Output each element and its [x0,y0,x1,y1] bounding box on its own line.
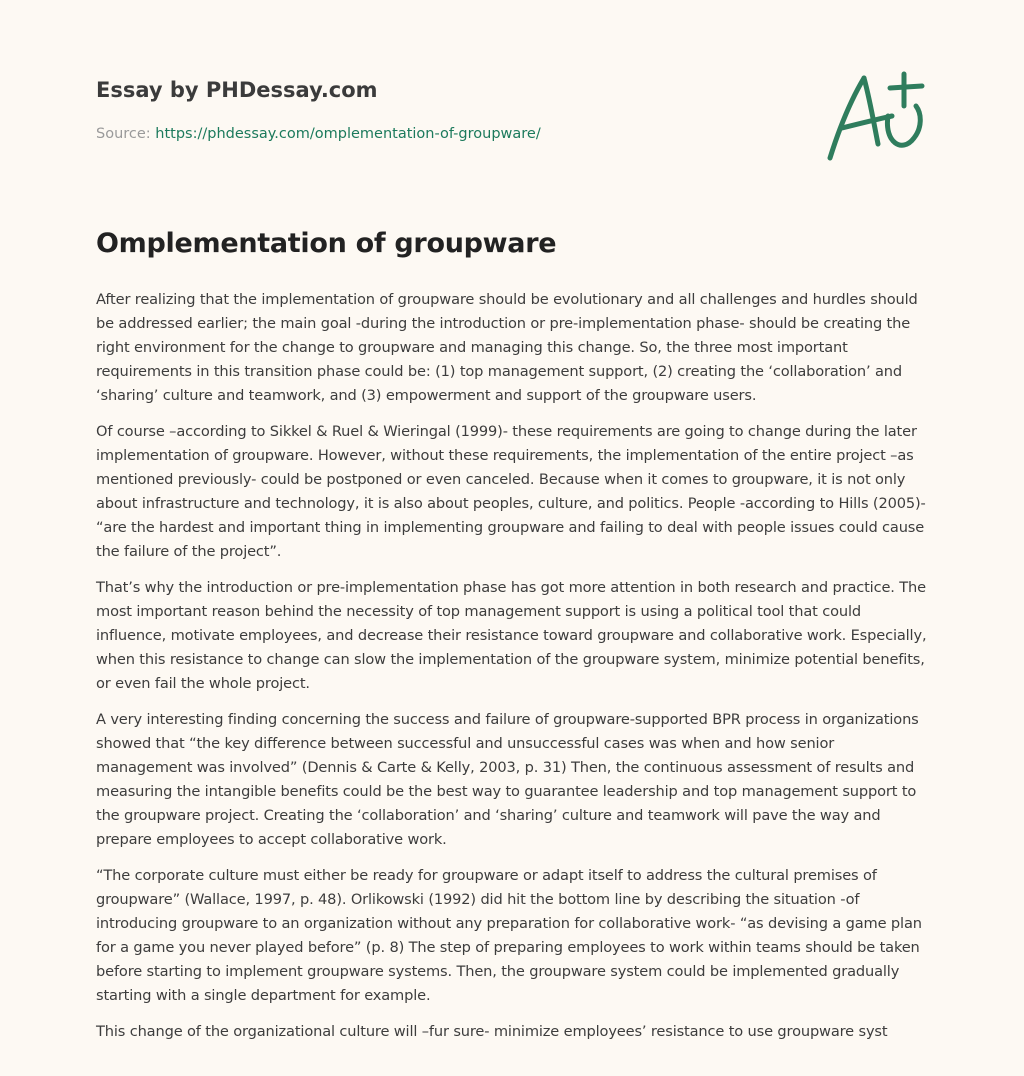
source-line [96,124,796,144]
source-link[interactable]: https://phdessay.com/omplementation-of-groupware/ [155,126,541,142]
article-paragraph: “The corporate culture must either be ready for groupware or adapt itself to address the cultural premises of groupware” (Wallace, 1997, p. 48). Orlikowski (1992) did hit the bottom line by describing the situation -of introducing groupware to an organization without any preparation for collaborative work- “as devising a game plan for a game you never played before” (p. 8) The step of preparing employees to work within teams should be taken before starting to implement groupware systems. Then, the groupware system could be implemented gradually starting with a single department for example. [96,867,922,1004]
article-paragraph: After realizing that the implementation of groupware should be evolutionary and all challenges and hurdles should be addressed earlier; the main goal -during the introduction or pre-implementation phase- should be creating the right environment for the change to groupware and managing this change. So, the three most important requirements in this transition phase could be: (1) top management support, (2) creating the ‘collaboration’ and ‘sharing’ culture and teamwork, and (3) empowerment and support of the groupware users. [96,291,918,404]
a-plus-logo-icon [818,66,930,166]
page-header [96,76,796,144]
site-title: Essay by PHDessay.com [96,78,378,102]
article-paragraph: Of course –according to Sikkel & Ruel & Wieringal (1999)- these requirements are going to change during the later implementation of groupware. However, without these requirements, the implementation of the entire project –as mentioned previously- could be postponed or even canceled. Because when it comes to groupware, it is not only about infrastructure and technology, it is also about peoples, culture, and politics. People -according to Hills (2005)- “are the hardest and important thing in implementing groupware and failing to deal with people issues could cause the failure of the project”. [96,423,926,560]
article-paragraph: This change of the organizational culture will –fur sure- minimize employees’ resistance to use groupware syst [96,1023,888,1040]
article-paragraph: That’s why the introduction or pre-implementation phase has got more attention in both research and practice. The most important reason behind the necessity of top management support is using a political tool that could influence, motivate employees, and decrease their resistance toward groupware and collaborative work. Especially, when this resistance to change can slow the implementation of the groupware system, minimize potential benefits, or even fail the whole project. [96,579,927,692]
article-paragraph: A very interesting finding concerning the success and failure of groupware-supported BPR process in organizations showed that “the key difference between successful and unsuccessful cases was when and how senior management was involved” (Dennis & Carte & Kelly, 2003, p. 31) Then, the continuous assessment of results and measuring the intangible benefits could be the best way to guarantee leadership and top management support to the groupware project. Creating the ‘collaboration’ and ‘sharing’ culture and teamwork will pave the way and prepare employees to accept collaborative work. [96,711,919,848]
source-label: Source: [96,126,156,142]
article-title: Omplementation of groupware [96,228,557,259]
article [96,224,928,1056]
